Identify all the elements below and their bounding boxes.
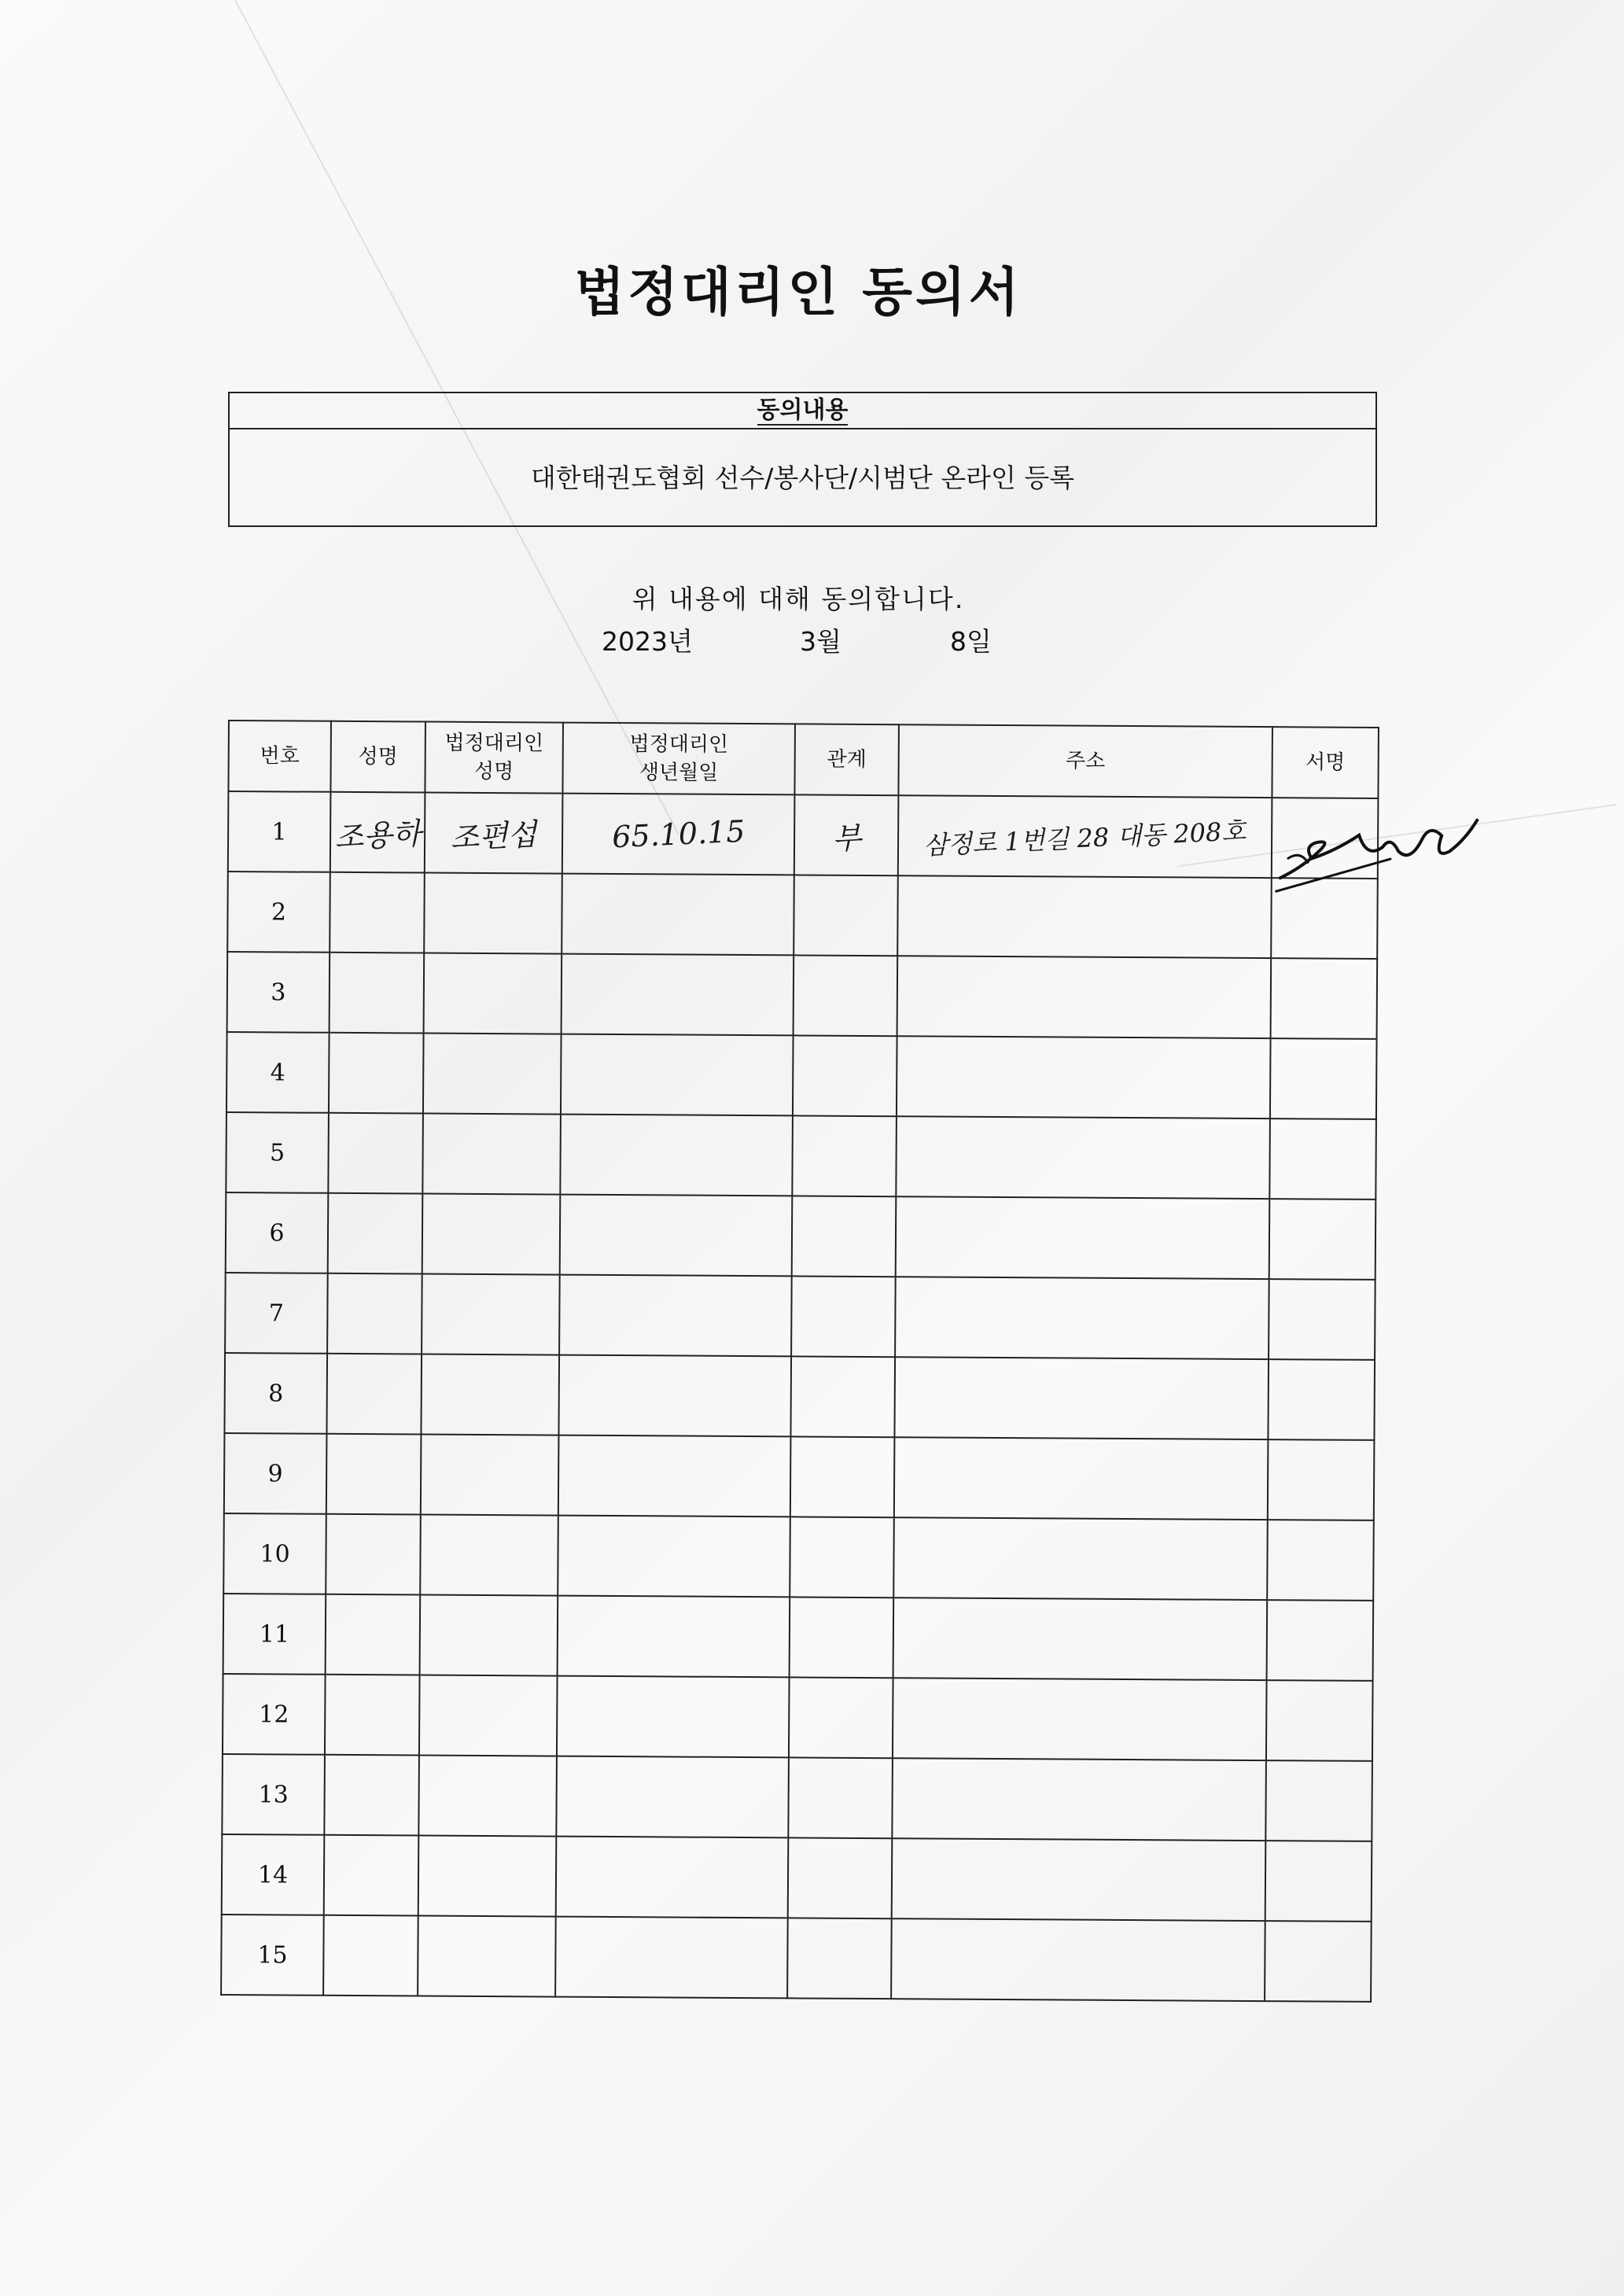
header-name: 성명: [330, 721, 425, 793]
row-number: 7: [225, 1273, 328, 1354]
table-row: [223, 1594, 1374, 1681]
handwritten-signature: [1272, 803, 1509, 899]
header-guardian-birth-line2: 생년월일: [639, 761, 719, 785]
handwritten-guardian-name: [425, 793, 563, 874]
handwritten-guardian-name-text: 조편섭: [449, 816, 538, 856]
row-number: 1: [228, 791, 331, 872]
row-number: 8: [224, 1353, 327, 1434]
table-row: [226, 1032, 1377, 1119]
row-number: 11: [223, 1594, 326, 1675]
row-number: 6: [226, 1192, 329, 1273]
row-number: 4: [226, 1032, 330, 1113]
header-signature: 서명: [1272, 727, 1379, 798]
handwritten-relation: [794, 794, 899, 875]
agreement-statement: 위 내용에 대해 동의합니다.: [632, 584, 965, 614]
handwritten-address-text: 삼정로 1번길 28 대동 208호: [922, 816, 1247, 861]
table-header-row: [228, 720, 1379, 798]
row-number: 12: [223, 1674, 326, 1755]
date-day: 8일: [950, 626, 992, 657]
document-title: 법정대리인 동의서: [574, 262, 1022, 322]
handwritten-name: [330, 792, 425, 873]
guardian-consent-table: [220, 720, 1379, 2003]
row-number: 10: [223, 1513, 326, 1594]
table-row: [222, 1834, 1372, 1922]
row-number: 5: [226, 1112, 329, 1193]
row-number: 3: [227, 952, 330, 1033]
table-row: [226, 1112, 1376, 1200]
handwritten-guardian-birth: [562, 794, 795, 875]
header-guardian-birth: [562, 723, 795, 795]
table-row: [223, 1674, 1373, 1761]
header-guardian-birth-line1: 법정대리인: [629, 732, 729, 757]
table-row: [227, 872, 1378, 959]
header-address: 주소: [898, 724, 1272, 798]
table-row: [228, 791, 1379, 879]
header-guardian-name: [425, 722, 563, 794]
header-number: 번호: [228, 720, 331, 792]
row-number: 9: [224, 1433, 327, 1514]
row-number: 2: [227, 872, 330, 953]
date-month: 3월: [800, 626, 841, 657]
date-year: 2023년: [602, 626, 693, 657]
handwritten-name-text: 조용하: [333, 816, 422, 855]
table-row: [226, 1192, 1376, 1280]
row-number: 15: [221, 1915, 324, 1996]
handwritten-guardian-birth-text: 65.10.15: [611, 813, 746, 855]
table-row: [225, 1273, 1375, 1360]
handwritten-address: [898, 795, 1272, 878]
handwritten-relation-text: 부: [830, 820, 862, 857]
header-guardian-name-line1: 법정대리인: [444, 731, 544, 756]
table-row: [224, 1353, 1375, 1440]
table-row: [221, 1915, 1372, 2002]
header-relation: 관계: [794, 724, 899, 795]
consent-content-box: [228, 392, 1377, 527]
row-number: 14: [222, 1834, 325, 1915]
signature-cell: [1272, 798, 1379, 879]
table-row: [223, 1513, 1374, 1601]
consent-heading: [230, 393, 1375, 429]
row-number: 13: [222, 1754, 325, 1835]
consent-heading-label: 동의내용: [757, 396, 849, 424]
table-row: [227, 952, 1378, 1039]
table-row: [222, 1754, 1372, 1841]
table-row: [224, 1433, 1375, 1520]
consent-body: 대한태권도협회 선수/봉사단/시범단 온라인 등록: [530, 463, 1075, 493]
header-guardian-name-line2: 성명: [473, 759, 514, 784]
